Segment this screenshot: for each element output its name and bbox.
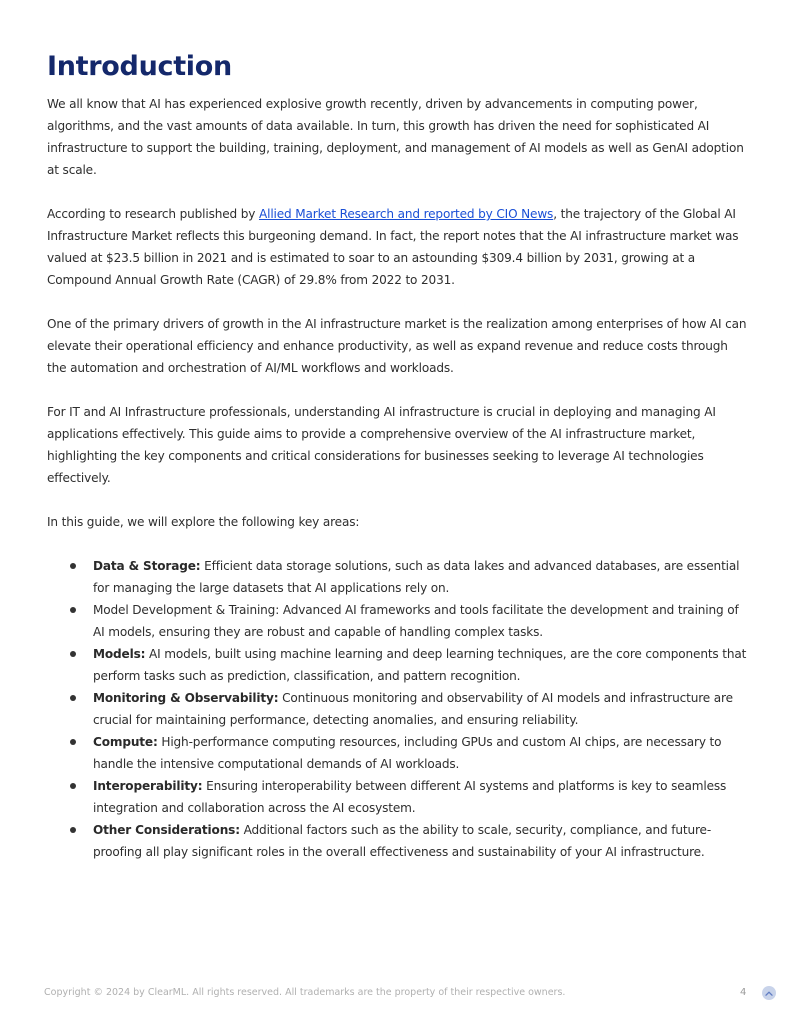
list-item [47, 731, 747, 775]
list-item-term: Other Considerations: [93, 823, 240, 837]
copyright-notice: Copyright © 2024 by ClearML. All rights reserved. All trademarks are the property of their respective owners. [44, 987, 566, 998]
list-item [47, 775, 747, 819]
list-item-text: High-performance computing resources, including GPUs and custom AI chips, are necessary to handle the intensive computational demands of AI workloads. [93, 735, 722, 771]
list-item [47, 819, 747, 863]
list-item-text: Efficient data storage solutions, such as data lakes and advanced databases, are essential for managing the large datasets that AI applications rely on. [93, 559, 740, 595]
list-item [47, 599, 747, 643]
bullet-icon [70, 651, 76, 657]
allied-market-research-link[interactable]: Allied Market Research and reported by CIO News [258, 207, 554, 221]
page-number: 4 [740, 987, 747, 998]
bullet-icon [70, 607, 76, 613]
document-page [47, 50, 747, 863]
list-item-term: Data & Storage: [93, 559, 201, 573]
list-item-text: Additional factors such as the ability to scale, security, compliance, and future-proofing all play significant roles in the overall effectiveness and sustainability of your AI infrastructure. [93, 823, 712, 859]
key-areas-list [47, 555, 747, 863]
list-item-term: Models: [93, 647, 146, 661]
list-item-text: Continuous monitoring and observability of AI models and infrastructure are crucial for maintaining performance, detecting anomalies, and ensuring reliability. [93, 691, 733, 727]
bullet-icon [70, 783, 76, 789]
paragraph-2-lead: According to research published by [47, 207, 259, 221]
list-item-text: AI models, built using machine learning and deep learning techniques, are the core components that perform tasks such as prediction, classification, and pattern recognition. [93, 647, 747, 683]
bullet-icon [70, 827, 76, 833]
list-item-term: Compute: [93, 735, 158, 749]
bullet-icon [70, 695, 76, 701]
list-item-text: Model Development & Training: Advanced AI frameworks and tools facilitate the development and training of AI models, ensuring they are robust and capable of handling complex tasks. [93, 603, 739, 639]
bullet-icon [70, 739, 76, 745]
intro-paragraph-2 [47, 203, 747, 291]
intro-paragraph-5: In this guide, we will explore the following key areas: [47, 515, 360, 529]
intro-paragraph-1: We all know that AI has experienced explosive growth recently, driven by advancements in computing power, algorithms, and the vast amounts of data available. In turn, this growth has driven the need for sophisticated AI infrastructure to support the building, training, deployment, and management of AI models as well as GenAI adoption at scale. [47, 97, 744, 177]
list-item [47, 643, 747, 687]
paragraph-2-rest: , the trajectory of the Global AI Infrastructure Market reflects this burgeoning demand. In fact, the report notes that the AI infrastructure market was valued at $23.5 billion in 2021 and is estimated to soar to an astounding $309.4 billion by 2031, growing at a Compound Annual Growth Rate (CAGR) of 29.8% from 2022 to 2031. [47, 207, 739, 287]
list-item [47, 687, 747, 731]
intro-paragraph-4: For IT and AI Infrastructure professionals, understanding AI infrastructure is crucial in deploying and managing AI applications effectively. This guide aims to provide a comprehensive overview of the AI infrastructure market, highlighting the key components and critical considerations for businesses seeking to leverage AI technologies effectively. [47, 405, 716, 485]
list-item [47, 555, 747, 599]
page-title: Introduction [47, 51, 232, 82]
list-item-term: Monitoring & Observability: [93, 691, 279, 705]
page-footer [44, 986, 779, 1002]
bullet-icon [70, 563, 76, 569]
scroll-to-top-button[interactable] [762, 986, 776, 1000]
intro-paragraph-3: One of the primary drivers of growth in the AI infrastructure market is the realization among enterprises of how AI can elevate their operational efficiency and enhance productivity, as well as expand revenue and reduce costs through the automation and orchestration of AI/ML workflows and workloads. [47, 317, 747, 375]
list-item-text: Ensuring interoperability between different AI systems and platforms is key to seamless integration and collaboration across the AI ecosystem. [93, 779, 727, 815]
list-item-term: Interoperability: [93, 779, 203, 793]
chevron-up-icon [765, 991, 773, 996]
